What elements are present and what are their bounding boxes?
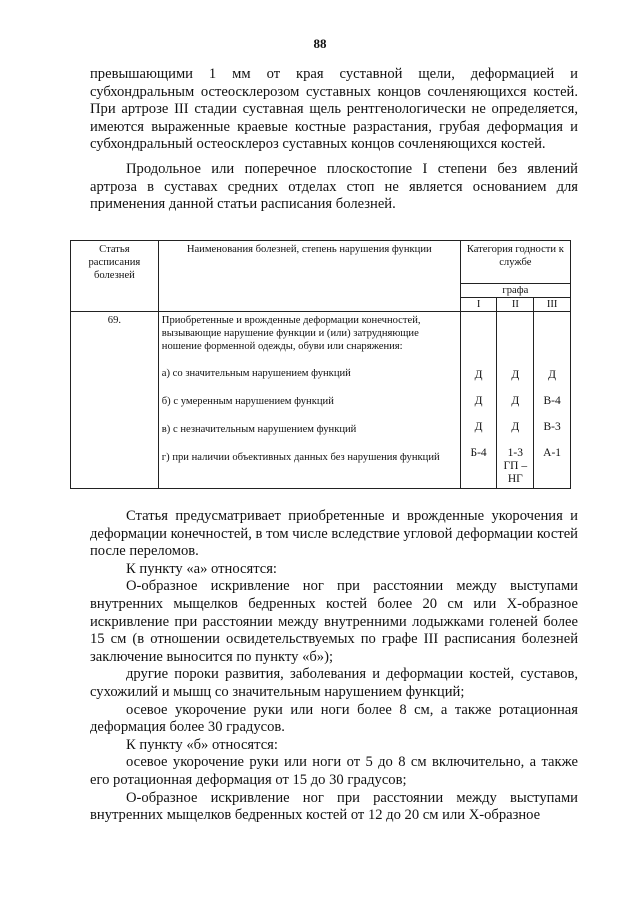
grafa-2-column: [497, 312, 534, 489]
header-grafa: графа: [502, 285, 529, 296]
row-name-c: в) с незначительным нарушением функций: [161, 424, 357, 435]
row-a-g3: Д: [548, 369, 557, 381]
header-col-3: III: [546, 299, 558, 310]
row-d-g2: 1-3 ГП – НГ: [503, 447, 528, 485]
paragraph: осевое укорочение руки или ноги более 8 см, а также ротационная деформация более 30 градусов.: [90, 701, 578, 736]
paragraph: К пункту «а» относятся:: [126, 560, 277, 577]
row-name-b: б) с умеренным нарушением функций: [161, 396, 334, 407]
header-grafa-cell: [460, 284, 570, 312]
paragraph: превышающими 1 мм от края суставной щели, деформацией и субхондральным остеосклерозом суставных концов сочленяющихся костей. При артрозе III стадии суставная щель рентгенологически не определяется, имеются выраженные краевые костные разрастания, грубая деформация и субхондральный остеосклероз суставных концов сочленяющихся костей.: [90, 66, 578, 153]
body-names: [158, 312, 460, 489]
header-category-label: Категория годности к службе: [466, 244, 564, 268]
row-b-g2: Д: [511, 395, 520, 407]
intro-text: [90, 66, 578, 214]
article-description: Приобретенные и врожденные деформации конечностей, вызывающие нарушение функции и (или) затрудняющие ношение форменной одежды, обуви или снаряжения:: [161, 315, 421, 352]
row-a-g1: Д: [474, 369, 483, 381]
paragraph: другие пороки развития, заболевания и деформации костей, суставов, сухожилий и мышц со значительным нарушением функций;: [90, 666, 578, 700]
table-header-row: [71, 241, 571, 284]
header-category: [460, 241, 570, 284]
paragraph: осевое укорочение руки или ноги от 5 до 8 см включительно, а также его ротационная деформация от 15 до 30 градусов;: [90, 754, 578, 788]
paragraph: О-образное искривление ног при расстоянии между выступами внутренних мыщелков бедренных костей от 12 до 20 см или Х-образное: [90, 789, 578, 824]
header-col-2: II: [497, 298, 534, 311]
row-name-d: г) при наличии объективных данных без нарушения функций: [161, 452, 440, 463]
header-name: Наименования болезней, степень нарушения функции: [158, 241, 460, 312]
grafa-3-column: [534, 312, 571, 489]
page-number: 88: [313, 36, 327, 51]
row-c-g3: В-3: [543, 421, 561, 433]
grafa-1-column: [460, 312, 497, 489]
paragraph: О-образное искривление ног при расстоянии между выступами внутренних мыщелков бедренных костей более 20 см или Х-образное искривление при расстоянии между внутренними лодыжками голеней более 15 см (в отношении освидетельствуемых по графе III расписания болезней заключение выносится по пункту «б»);: [90, 578, 578, 665]
paragraph: Продольное или поперечное плоскостопие I степени без явлений артроза в суставах средних отделах стоп не является основанием для применения данной статьи расписания болезней.: [90, 160, 578, 213]
row-b-g3: В-4: [543, 395, 561, 407]
table-body-row: [71, 312, 571, 489]
row-c-g1: Д: [474, 421, 483, 433]
row-d-g1: Б-4: [470, 447, 487, 459]
paragraph: К пункту «б» относятся:: [126, 736, 278, 753]
row-a-g2: Д: [511, 369, 520, 381]
paragraph: Статья предусматривает приобретенные и врожденные укорочения и деформации конечностей, в том числе вследствие угловой деформации костей после переломов.: [90, 508, 578, 560]
row-name-a: а) со значительным нарушением функций: [161, 368, 351, 379]
row-b-g1: Д: [474, 395, 483, 407]
article-number: 69.: [71, 312, 159, 489]
row-c-g2: Д: [511, 421, 520, 433]
disease-schedule-table: [70, 240, 571, 489]
header-article: Статья расписания болезней: [71, 241, 159, 312]
header-col-1: I: [461, 298, 498, 311]
row-d-g3: А-1: [543, 447, 562, 459]
body-text: [90, 508, 578, 825]
